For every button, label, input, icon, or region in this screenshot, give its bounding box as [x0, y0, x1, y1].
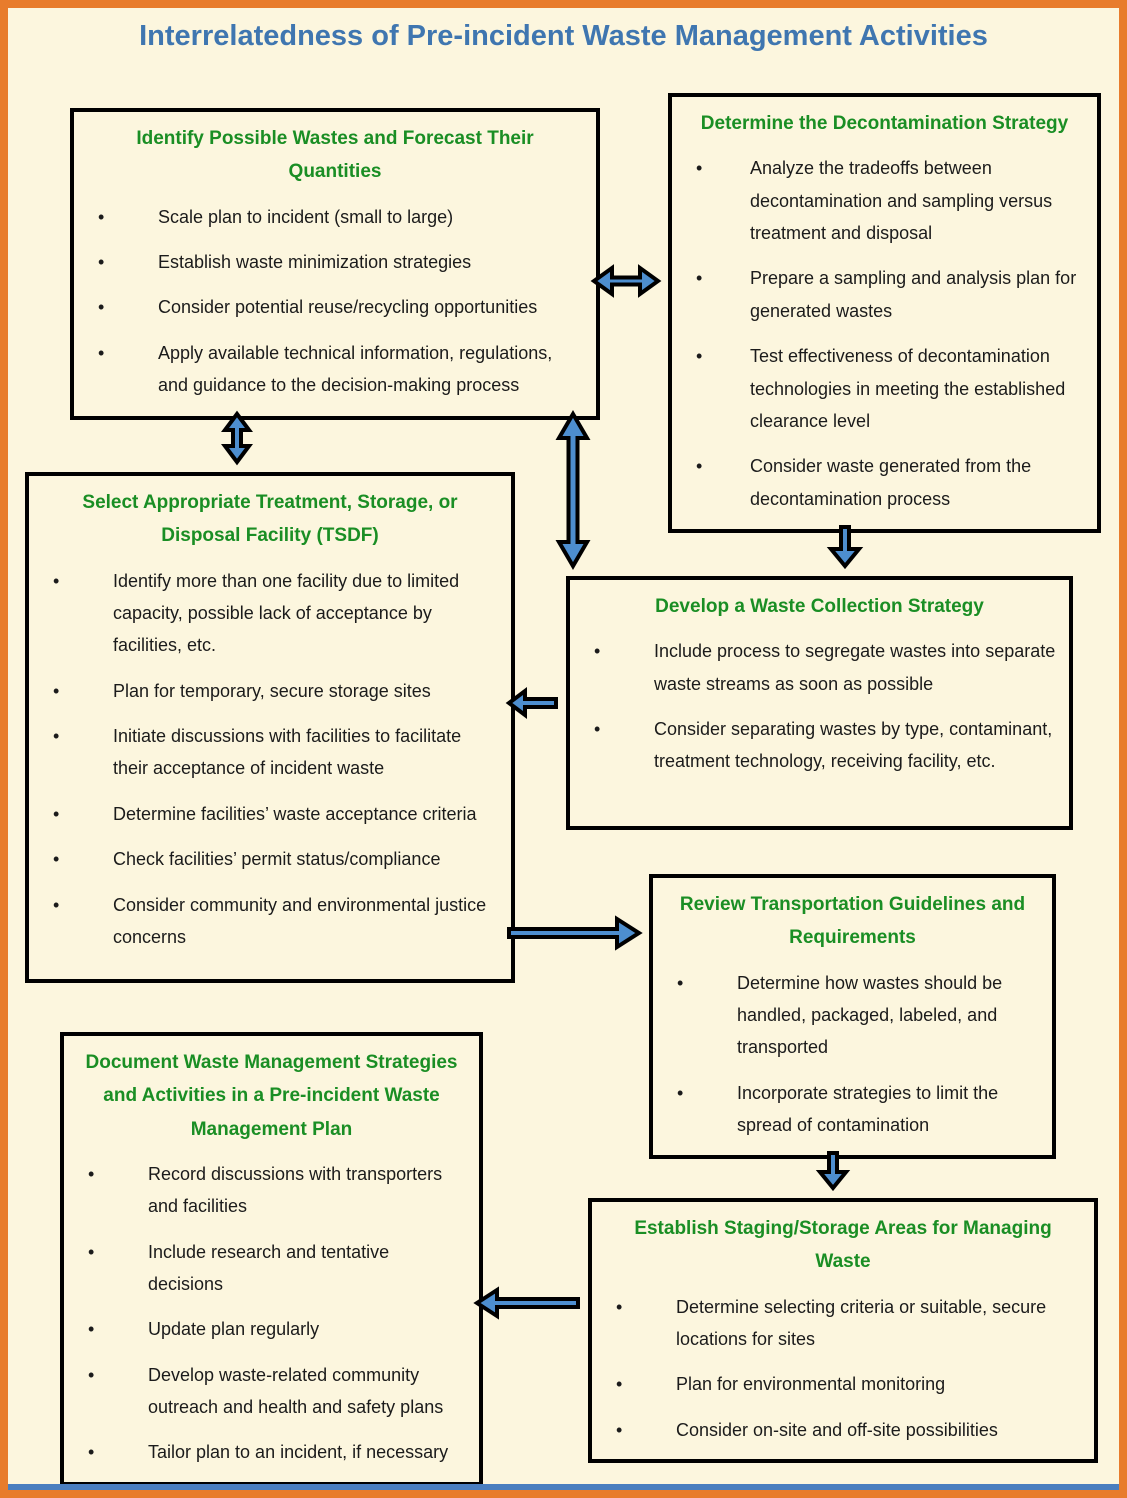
box-transportation — [649, 874, 1056, 1159]
box-document-plan — [60, 1032, 483, 1486]
box-transportation-title: Review Transportation Guidelines and Requirements — [679, 894, 1026, 949]
bullet-item: • Determine facilities’ waste acceptance criteria — [29, 798, 511, 830]
box-waste-collection-bullets — [570, 635, 1069, 778]
box-staging-storage — [588, 1198, 1098, 1463]
bullet-item: • Tailor plan to an incident, if necessary — [64, 1436, 479, 1468]
bullet-item: • Plan for temporary, secure storage sites — [29, 675, 511, 707]
bullet-item: • Establish waste minimization strategies — [74, 246, 596, 278]
box-staging-storage-title: Establish Staging/Storage Areas for Managing Waste — [634, 1218, 1052, 1273]
box-identify-wastes-title: Identify Possible Wastes and Forecast Their Quantities — [136, 128, 534, 183]
bullet-item: • Develop waste-related community outreach and health and safety plans — [64, 1359, 479, 1424]
bullet-item: • Check facilities’ permit status/compliance — [29, 843, 511, 875]
box-waste-collection-title: Develop a Waste Collection Strategy — [655, 596, 984, 617]
box-select-tsdf — [25, 472, 515, 983]
page-title: Interrelatedness of Pre-incident Waste Management Activities — [139, 20, 988, 52]
bullet-item: • Prepare a sampling and analysis plan for generated wastes — [672, 262, 1097, 327]
bottom-blue-bar — [0, 1484, 1127, 1498]
bullet-item: • Incorporate strategies to limit the spread of contamination — [653, 1077, 1052, 1142]
double-arrow-identify-tsdf — [225, 414, 249, 462]
bullet-item: • Identify more than one facility due to limited capacity, possible lack of acceptance by facilities, etc. — [29, 565, 511, 662]
bullet-item: • Plan for environmental monitoring — [592, 1368, 1094, 1400]
bullet-item: • Consider on-site and off-site possibilities — [592, 1414, 1094, 1446]
bullet-item: • Determine selecting criteria or suitable, secure locations for sites — [592, 1291, 1094, 1356]
arrow-collection-to-tsdf — [509, 691, 556, 715]
bullet-item: • Consider community and environmental justice concerns — [29, 889, 511, 954]
bullet-item: • Consider separating wastes by type, contaminant, treatment technology, receiving facility, etc. — [570, 713, 1069, 778]
box-select-tsdf-bullets — [29, 565, 511, 954]
bullet-item: • Consider waste generated from the decontamination process — [672, 450, 1097, 515]
box-document-plan-title: Document Waste Management Strategies and Activities in a Pre-incident Waste Management Plan — [85, 1052, 458, 1140]
bullet-item: • Include process to segregate wastes into separate waste streams as soon as possible — [570, 635, 1069, 700]
bullet-item: • Apply available technical information, regulations, and guidance to the decision-making process — [74, 337, 596, 402]
arrow-staging-to-document — [477, 1290, 578, 1316]
bullet-item: • Record discussions with transporters and facilities — [64, 1158, 479, 1223]
box-staging-storage-bullets — [592, 1291, 1094, 1447]
box-identify-wastes-bullets — [74, 201, 596, 402]
bullet-item: • Update plan regularly — [64, 1313, 479, 1345]
box-select-tsdf-title: Select Appropriate Treatment, Storage, or Disposal Facility (TSDF) — [82, 492, 458, 547]
bullet-item: • Test effectiveness of decontamination technologies in meeting the established clearance level — [672, 340, 1097, 437]
box-document-plan-bullets — [64, 1158, 479, 1469]
double-arrow-identify-collection — [559, 414, 587, 566]
double-arrow-identify-decontamination — [594, 268, 658, 294]
bullet-item: • Determine how wastes should be handled, packaged, labeled, and transported — [653, 967, 1052, 1064]
bullet-item: • Consider potential reuse/recycling opportunities — [74, 291, 596, 323]
arrow-tsdf-to-transportation — [509, 919, 639, 947]
box-transportation-bullets — [653, 967, 1052, 1142]
bullet-item: • Scale plan to incident (small to large) — [74, 201, 596, 233]
bullet-item: • Include research and tentative decisions — [64, 1236, 479, 1301]
box-decontamination-strategy-bullets — [672, 152, 1097, 515]
box-decontamination-strategy-title: Determine the Decontamination Strategy — [700, 113, 1069, 134]
box-waste-collection — [566, 576, 1073, 830]
box-identify-wastes — [70, 108, 600, 420]
bullet-item: • Analyze the tradeoffs between decontamination and sampling versus treatment and disposal — [672, 152, 1097, 249]
box-decontamination-strategy — [668, 93, 1101, 533]
bullet-item: • Initiate discussions with facilities to facilitate their acceptance of incident waste — [29, 720, 511, 785]
